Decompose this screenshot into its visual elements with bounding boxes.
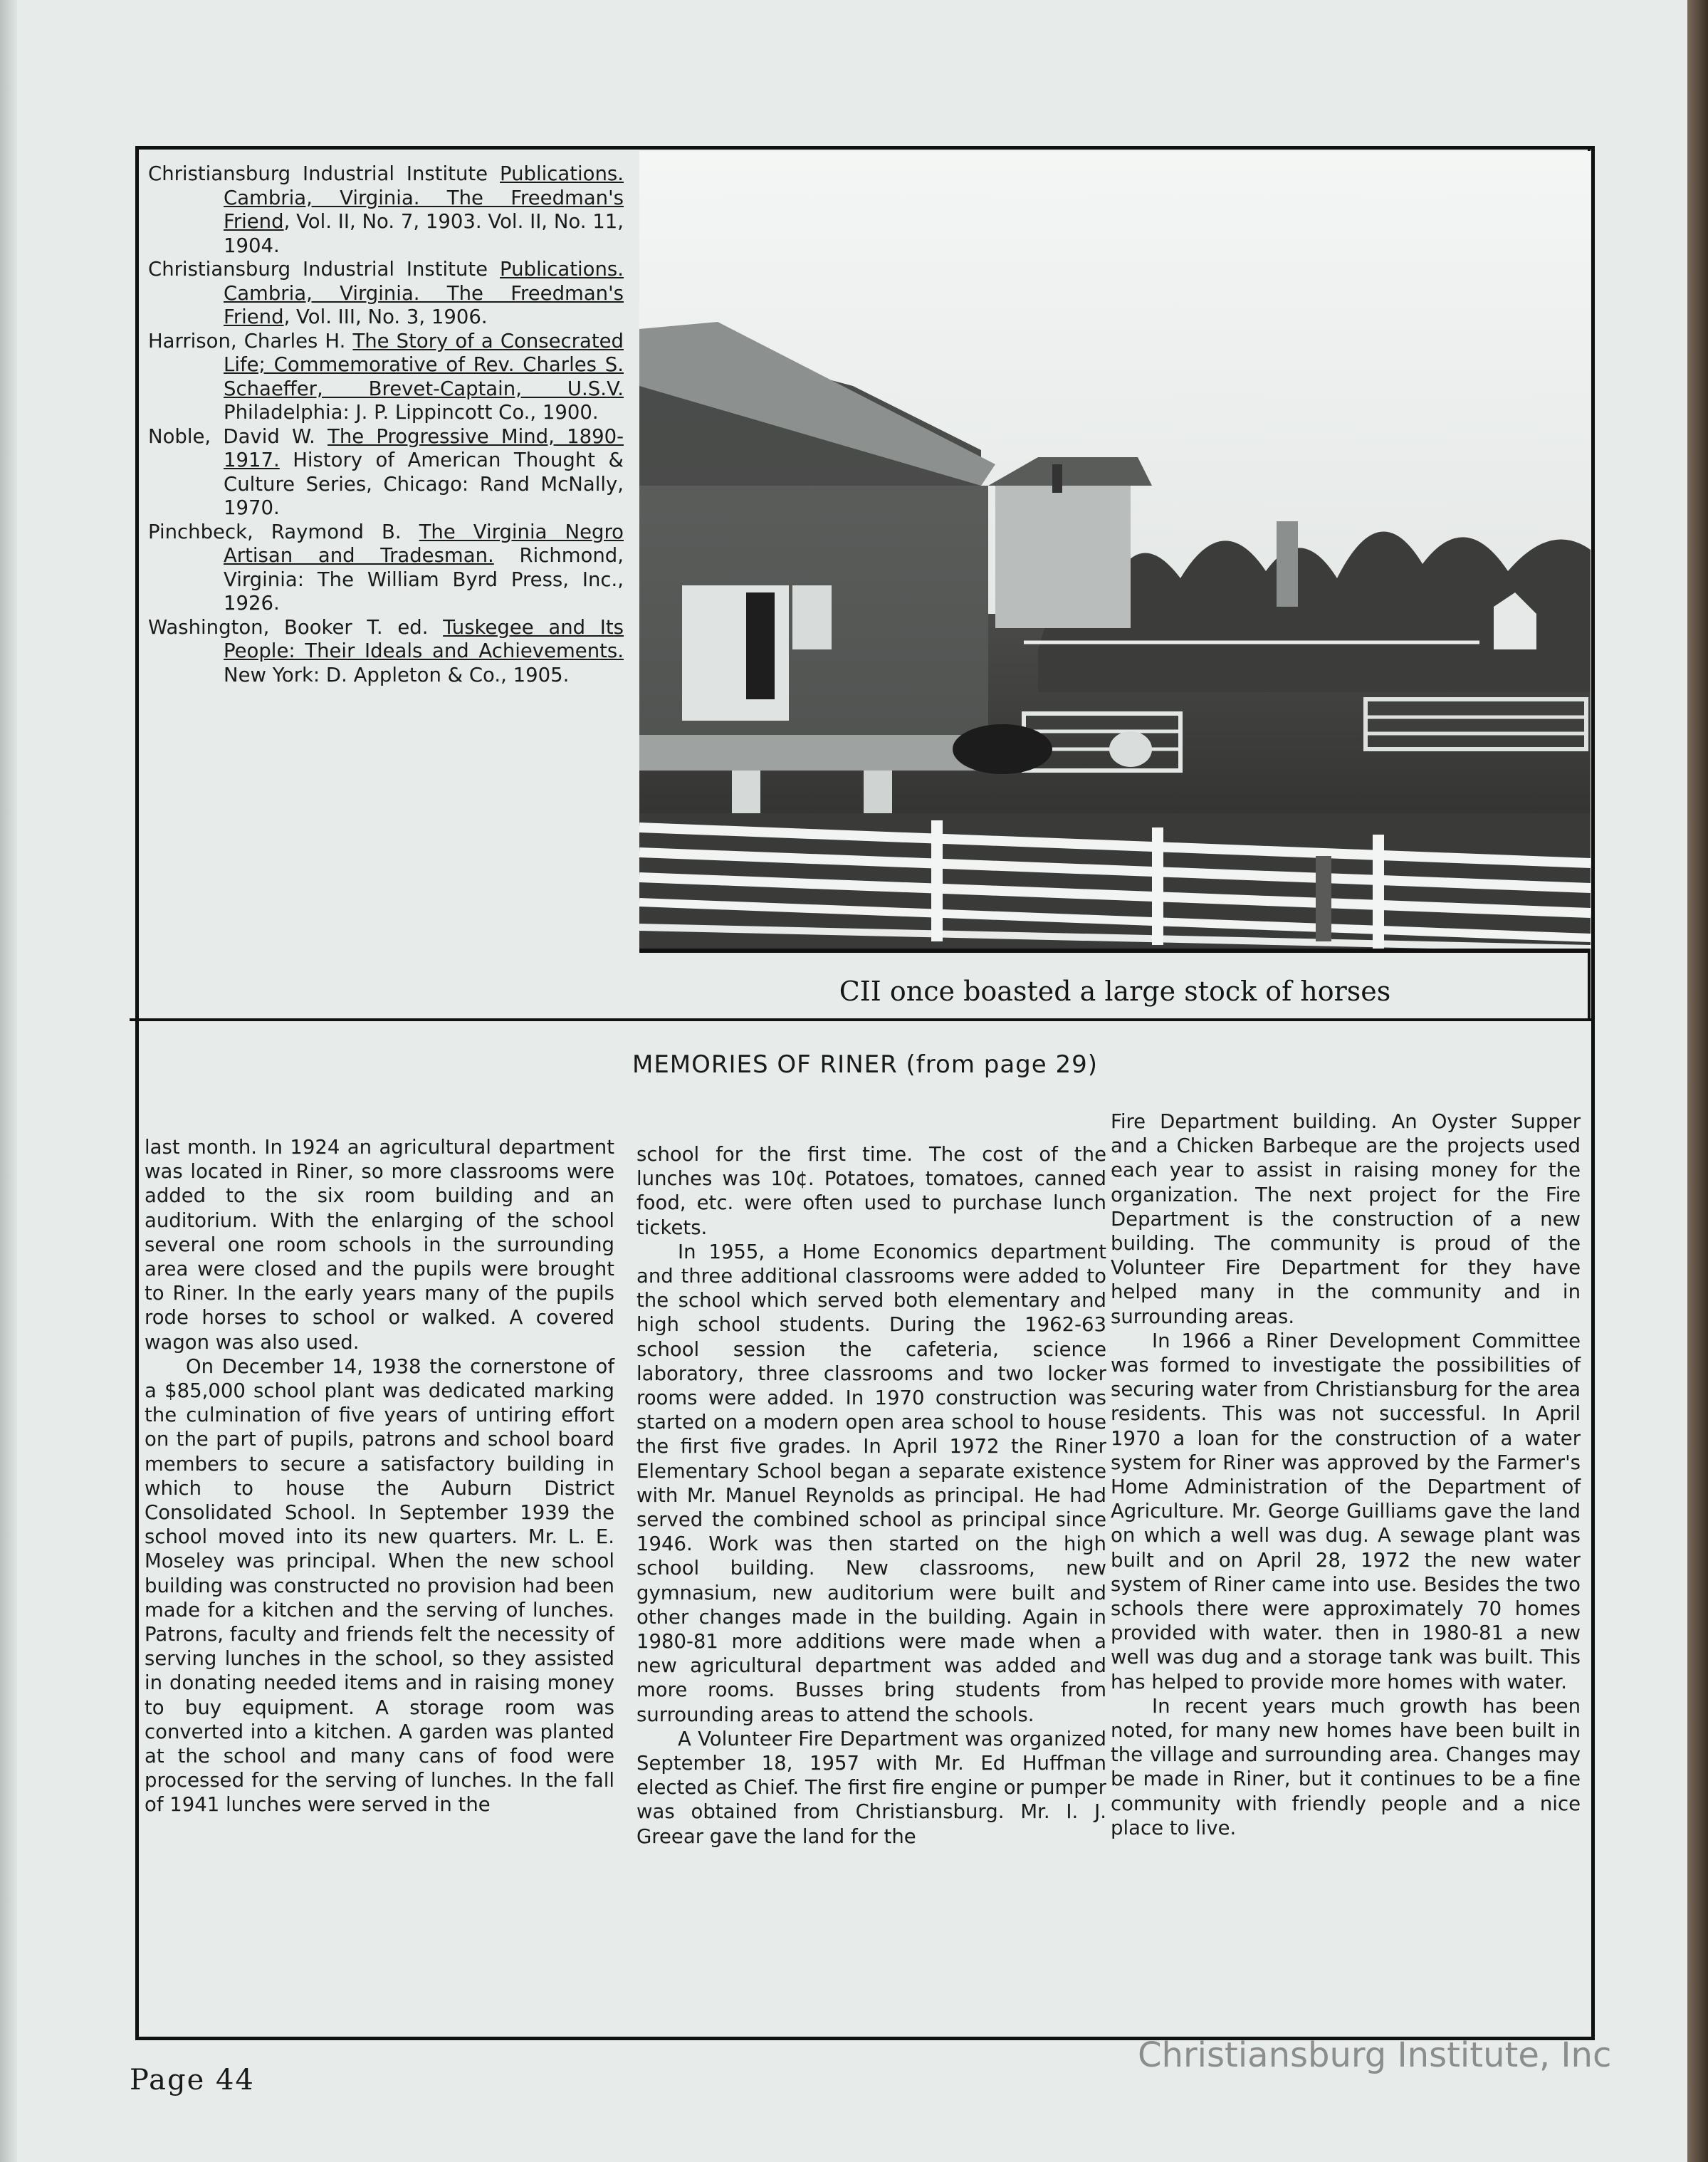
reference-item: Noble, David W. The Progressive Mind, 1890-1917. History of American Thought & Culture Series, Chicago: Rand McNally, 1970. — [148, 424, 624, 519]
article-column-3 — [1111, 1109, 1581, 1840]
reference-item: Pinchbeck, Raymond B. The Virginia Negro Artisan and Tradesman. Richmond, Virginia: The William Byrd Press, Inc., 1926. — [148, 520, 624, 615]
watermark: Christiansburg Institute, Inc — [1138, 2035, 1612, 2075]
bibliography-list — [148, 162, 624, 687]
article-column-1 — [145, 1135, 614, 1817]
reference-item: Christiansburg Industrial Institute Publications. Cambria, Virginia. The Freedman's Friend, Vol. III, No. 3, 1906. — [148, 258, 624, 328]
article-column-2 — [636, 1142, 1106, 1849]
paragraph: In 1966 a Riner Development Committee was formed to investigate the possibilities of securing water from Christiansburg for the area residents. This was not successful. In April 1970 a loan for the construction of a water system for Riner was approved by the Farmer's Home Administration of the Department of Agriculture. Mr. George Guilliams gave the land on which a well was dug. A sewage plant was built and on April 28, 1972 the new water system of Riner came into use. Besides the two schools there were approximately 70 homes provided with water. then in 1980-81 a new well was dug and a storage tank was built. This has helped to provide more homes with water. — [1111, 1329, 1581, 1693]
paragraph: last month. In 1924 an agricultural department was located in Riner, so more classrooms were added to the six room building and an auditorium. With the enlarging of the school several one room schools in the surrounding area were closed and the pupils were brought to Riner. In the early years many of the pupils rode horses to school or walked. A covered wagon was also used. — [145, 1136, 614, 1354]
page-fold-shadow — [0, 0, 17, 2162]
paragraph: A Volunteer Fire Department was organized September 18, 1957 with Mr. Ed Huffman elected as Chief. The first fire engine or pumper was obtained from Christiansburg. Mr. I. J. Greear gave the land for the — [636, 1727, 1106, 1848]
barn-horses-photo — [639, 151, 1591, 953]
reference-item: Christiansburg Industrial Institute Publications. Cambria, Virginia. The Freedman's Friend, Vol. II, No. 7, 1903. Vol. II, No. 11, 1904. — [148, 162, 624, 257]
paragraph: Fire Department building. An Oyster Supper and a Chicken Barbeque are the projects used each year to assist in raising money for the organization. The next project for the Fire Department is the construction of a new building. The community is proud of the Volunteer Fire Department for they have helped many in the community and in surrounding areas. — [1111, 1110, 1581, 1328]
article-title: MEMORIES OF RINER (from page 29) — [632, 1050, 1098, 1079]
photo-caption: CII once boasted a large stock of horses — [839, 976, 1391, 1007]
page-edge-background — [1687, 0, 1708, 2162]
paragraph: school for the first time. The cost of the lunches was 10¢. Potatoes, tomatoes, canned food, etc. were often used to purchase lunch tickets. — [636, 1143, 1106, 1239]
paragraph: In 1955, a Home Economics department and three additional classrooms were added to the school which served both elementary and high school students. During the 1962-63 school session the cafeteria, science laboratory, three classrooms and two locker rooms were added. In 1970 construction was started on a modern open area school to house the first five grades. In April 1972 the Riner Elementary School began a separate existence with Mr. Manuel Reynolds as principal. He had served the combined school as principal since 1946. Work was then started on the high school building. New classrooms, new gymnasium, new auditorium were built and other changes made in the building. Again in 1980-81 more additions were made when a new agricultural department was added and more rooms. Busses bring students from surrounding areas to attend the schools. — [636, 1240, 1106, 1726]
section-divider — [130, 1018, 1595, 1021]
reference-item: Harrison, Charles H. The Story of a Consecrated Life; Commemorative of Rev. Charles S. Schaeffer, Brevet-Captain, U.S.V. Philadelphia: J. P. Lippincott Co., 1900. — [148, 329, 624, 424]
paragraph: In recent years much growth has been noted, for many new homes have been built in the village and surrounding area. Changes may be made in Riner, but it continues to be a fine community with friendly people and a nice place to live. — [1111, 1694, 1581, 1839]
paragraph: On December 14, 1938 the cornerstone of a $85,000 school plant was dedicated marking the culmination of five years of untiring effort on the part of pupils, patrons and school board members to secure a satisfactory building in which to house the Auburn District Consolidated School. In September 1939 the school moved into its new quarters. Mr. L. E. Moseley was principal. When the new school building was constructed no provision had been made for a kitchen and the serving of lunches. Patrons, faculty and friends felt the necessity of serving lunches in the school, so they assisted in donating needed items and in raising money to buy equipment. A storage room was converted into a kitchen. A garden was planted at the school and many cans of food were processed for the serving of lunches. In the fall of 1941 lunches were served in the — [145, 1354, 614, 1817]
page-number: Page 44 — [130, 2064, 255, 2096]
photo-illustration — [639, 151, 1591, 949]
reference-item: Washington, Booker T. ed. Tuskegee and Its People: Their Ideals and Achievements. New York: D. Appleton & Co., 1905. — [148, 615, 624, 686]
